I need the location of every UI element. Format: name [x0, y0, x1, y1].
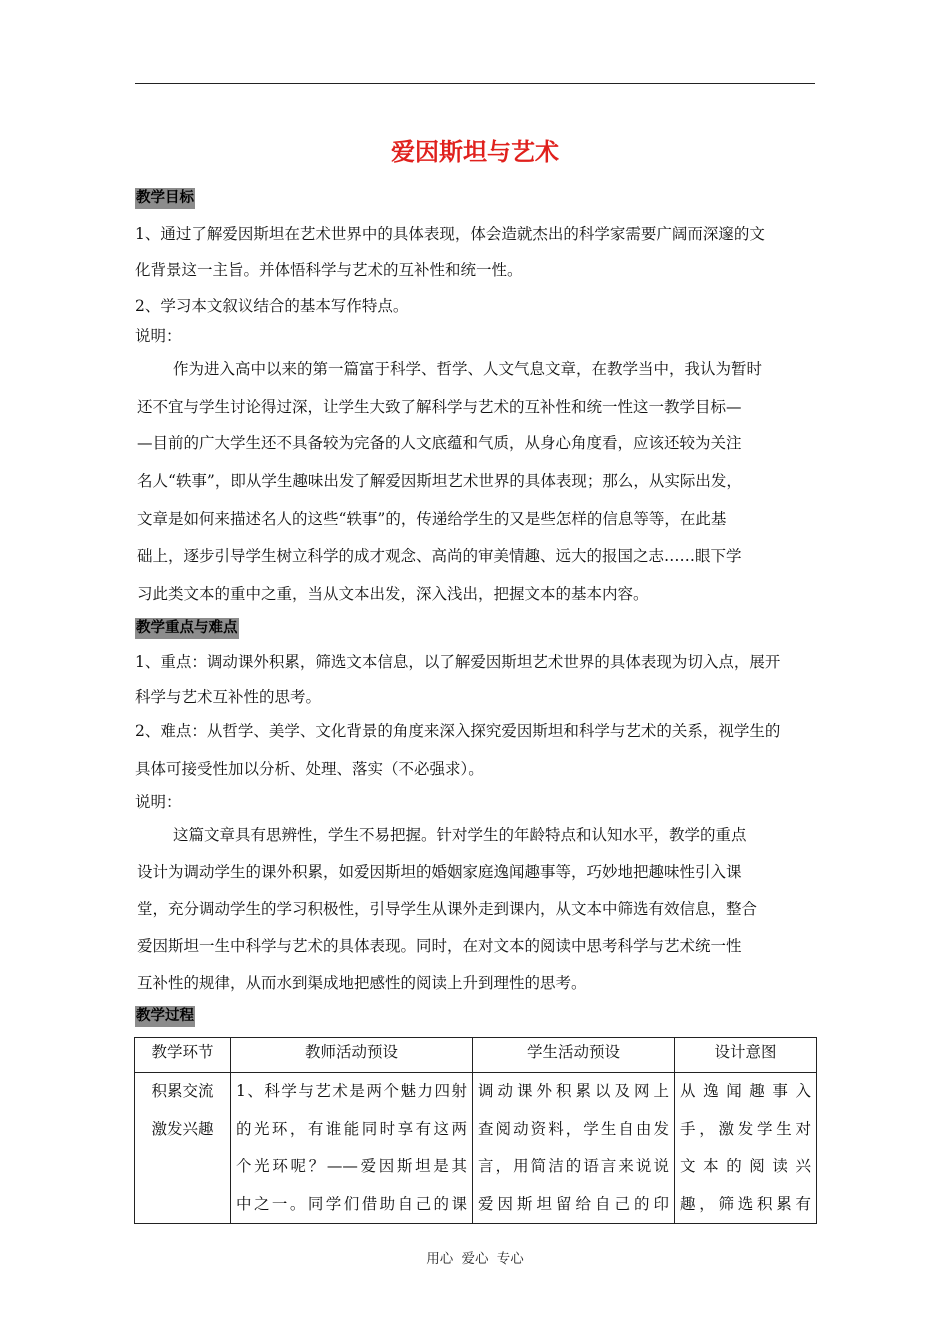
goals-note-line: 文章是如何来描述名人的这些“轶事”的，传递给学生的又是些怎样的信息等等，在此基	[137, 510, 727, 528]
intent-text: 趣，筛选积累有	[680, 1194, 811, 1213]
goals-note-line: 名人“轶事”，即从学生趣味出发了解爱因斯坦艺术世界的具体表现；那么，从实际出发，	[137, 472, 742, 490]
intent-cell	[675, 1073, 817, 1224]
table-header-cell: 设计意图	[675, 1038, 817, 1073]
goals-note-line: 习此类文本的重中之重，当从文本出发，深入浅出，把握文本的基本内容。	[137, 585, 649, 603]
keys-note-line: 互补性的规律，从而水到渠成地把感性的阅读上升到理性的思考。	[137, 974, 587, 992]
teacher-text: 中之一。同学们借助自己的课	[236, 1194, 467, 1213]
teacher-cell	[231, 1073, 473, 1224]
keys-line: 科学与艺术互补性的思考。	[135, 688, 322, 706]
teacher-text: 1、科学与艺术是两个魅力四射	[236, 1082, 467, 1100]
keys-note-line: 堂，充分调动学生的学习积极性，引导学生从课外走到课内，从文本中筛选有效信息，整合	[137, 900, 758, 918]
table-header-cell: 教师活动预设	[231, 1038, 473, 1073]
student-text: 爱因斯坦留给自己的印	[478, 1194, 669, 1213]
section-heading-process: 教学过程	[135, 1006, 195, 1027]
student-text: 查阅动资料，学生自由发	[478, 1119, 669, 1138]
keys-note-line: 这篇文章具有思辨性，学生不易把握。针对学生的年龄特点和认知水平，教学的重点	[173, 826, 747, 844]
section-heading-keys: 教学重点与难点	[135, 618, 239, 639]
goals-note-line: 作为进入高中以来的第一篇富于科学、哲学、人文气息文章，在教学当中，我认为暂时	[173, 360, 763, 378]
table-header-cell: 学生活动预设	[473, 1038, 675, 1073]
goals-note-line: —目前的广大学生还不具备较为完备的人文底蕴和气质，从身心角度看，应该还较为关注	[137, 434, 742, 452]
section-heading-goals: 教学目标	[135, 188, 195, 209]
table-row	[135, 1073, 817, 1224]
document-title: 爱因斯坦与艺术	[391, 138, 559, 166]
keys-note-label: 说明：	[135, 793, 182, 811]
process-table	[134, 1037, 817, 1224]
goals-line: 化背景这一主旨。并体悟科学与艺术的互补性和统一性。	[135, 261, 523, 279]
keys-line: 具体可接受性加以分析、处理、落实（不必强求）。	[135, 760, 484, 778]
student-cell	[473, 1073, 675, 1224]
goals-note-label: 说明：	[135, 327, 182, 345]
stage-cell	[135, 1073, 231, 1224]
student-text: 言，用简洁的语言来说说	[478, 1157, 669, 1175]
teacher-text: 个光环呢？——爱因斯坦是其	[236, 1157, 467, 1175]
intent-text: 从逸闻趣事入	[680, 1082, 811, 1100]
keys-line: 1、重点：调动课外积累，筛选文本信息，以了解爱因斯坦艺术世界的具体表现为切入点，展开	[135, 653, 781, 671]
header-rule	[135, 83, 815, 84]
teacher-text: 的光环，有谁能同时享有这两	[236, 1119, 467, 1138]
keys-line: 2、难点：从哲学、美学、文化背景的角度来深入探究爱因斯坦和科学与艺术的关系，视学生的	[135, 722, 781, 740]
table-header-row	[135, 1038, 817, 1073]
keys-note-line: 设计为调动学生的课外积累，如爱因斯坦的婚姻家庭逸闻趣事等，巧妙地把趣味性引入课	[137, 863, 742, 881]
goals-note-line: 还不宜与学生讨论得过深，让学生大致了解科学与艺术的互补性和统一性这一教学目标—	[137, 398, 742, 416]
student-text: 调动课外积累以及网上	[478, 1082, 669, 1100]
goals-note-line: 础上，逐步引导学生树立科学的成才观念、高尚的审美情趣、远大的报国之志……眼下学	[137, 547, 742, 565]
page-footer: 用心 爱心 专心	[426, 1251, 524, 1267]
table-header-cell: 教学环节	[135, 1038, 231, 1073]
keys-note-line: 爱因斯坦一生中科学与艺术的具体表现。同时，在对文本的阅读中思考科学与艺术统一性	[137, 937, 742, 955]
goals-line: 1、通过了解爱因斯坦在艺术世界中的具体表现，体会造就杰出的科学家需要广阔而深邃的文	[135, 225, 765, 243]
stage-text: 激发兴趣	[151, 1119, 214, 1138]
goals-line: 2、学习本文叙议结合的基本写作特点。	[135, 297, 409, 315]
intent-text: 手，激发学生对	[680, 1119, 811, 1138]
stage-text: 积累交流	[151, 1082, 214, 1100]
intent-text: 文本的阅读兴	[680, 1157, 811, 1175]
